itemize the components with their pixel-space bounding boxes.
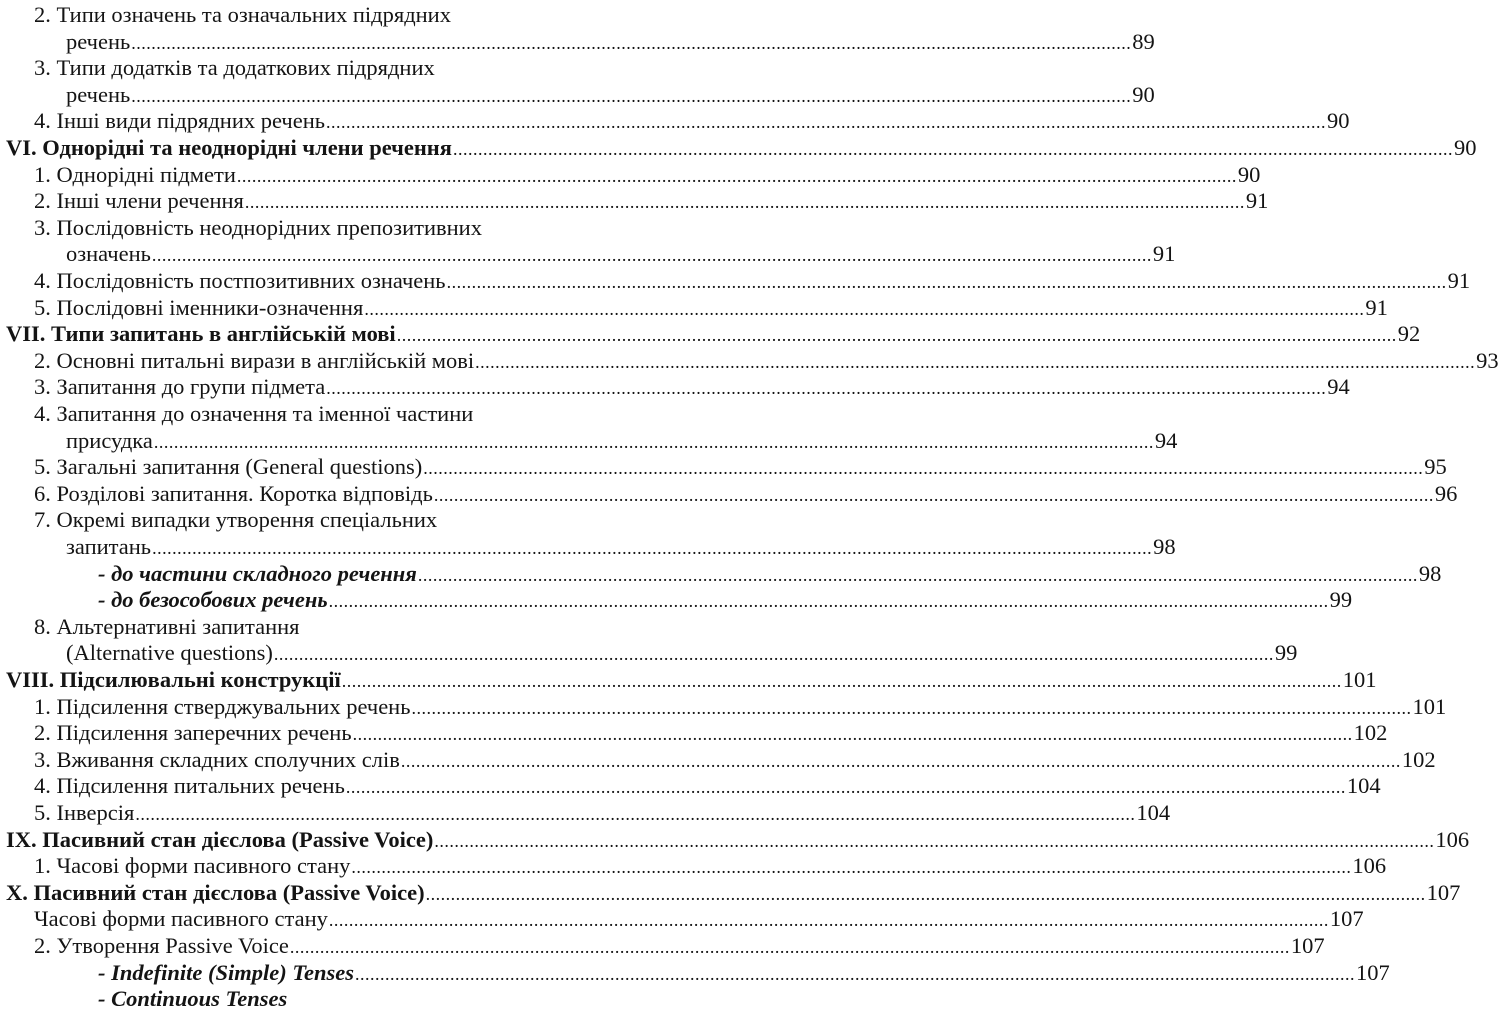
toc-entry (34, 1, 578, 29)
dot-leader: ........................................................................................................................................................................................................ (475, 351, 1476, 372)
toc-page-number: 90 (1327, 108, 1350, 134)
toc-page-number: 106 (1352, 853, 1387, 879)
toc-section-heading (6, 666, 1377, 694)
dot-leader: ........................................................................................................................................................................................................ (351, 857, 1352, 878)
dot-leader: ........................................................................................................................................................................................................ (417, 564, 1418, 585)
toc-entry (34, 799, 1171, 827)
dot-leader: ........................................................................................................................................................................................................ (423, 458, 1424, 479)
toc-entry (98, 586, 1353, 614)
toc-entry-title: - Indefinite (Simple) Tenses (98, 959, 355, 985)
dot-leader: ........................................................................................................................................................................................................ (273, 644, 1274, 665)
toc-entry (34, 905, 1364, 933)
toc-page-number: 94 (1154, 427, 1178, 453)
toc-entry (34, 214, 578, 242)
toc-entry-title: 3. Послідовність неоднорідних препозитивних (34, 214, 482, 240)
dot-leader: ........................................................................................................................................................................................................ (152, 538, 1153, 558)
toc-page-number: 98 (1418, 560, 1442, 586)
toc-entry-title: присудка (66, 427, 153, 453)
toc-entry-title: 4. Інші види підрядних речень (34, 108, 326, 134)
toc-entry-title: 2. Інші члени речення (34, 188, 244, 214)
toc-entry (34, 693, 1447, 721)
toc-page-number: 102 (1401, 746, 1436, 772)
toc-entry-title: 8. Альтернативні запитання (34, 613, 300, 639)
toc-page-number: 107 (1329, 906, 1364, 932)
toc-entry (66, 533, 1176, 561)
dot-leader: ........................................................................................................................................................................................................ (151, 245, 1152, 266)
toc-page-number: 98 (1153, 534, 1176, 559)
toc-entry-title: 1. Часові форми пасивного стану (34, 853, 351, 879)
toc-page-number: 92 (1397, 321, 1421, 347)
toc-page-number: 90 (1453, 135, 1477, 160)
toc-page-number: 94 (1327, 374, 1350, 400)
toc-entry-title: IX. Пасивний стан дієслова (Passive Voice) (6, 826, 434, 852)
toc-entry-title: 1. Однорідні підмети (34, 161, 236, 187)
toc-entry (34, 373, 1350, 401)
toc-entry-title: означень (66, 241, 151, 267)
toc-entry (98, 560, 1442, 588)
toc-entry-title: VII. Типи запитань в англійській мові (6, 321, 396, 347)
toc-entry-title: 5. Інверсія (34, 800, 135, 825)
toc-page-number: 91 (1152, 241, 1176, 267)
toc-entry (66, 240, 1176, 268)
toc-page-number: 91 (1365, 294, 1388, 320)
dot-leader: ........................................................................................................................................................................................................ (328, 591, 1329, 612)
dot-leader: ........................................................................................................................................................................................................ (328, 910, 1329, 931)
toc-entry (34, 932, 1325, 960)
toc-entry-title: 2. Підсилення заперечних речень (34, 720, 352, 746)
toc-section-heading (6, 879, 1461, 907)
toc-entry (98, 959, 1390, 987)
toc-entry (34, 453, 1447, 481)
toc-page-number: 95 (1424, 454, 1447, 480)
toc-page-number: 106 (1435, 826, 1470, 852)
dot-leader: ........................................................................................................................................................................................................ (244, 192, 1245, 213)
toc-entry-title: 4. Підсилення питальних речень (34, 773, 345, 799)
toc-entry-title: 2. Утворення Passive Voice (34, 933, 289, 958)
toc-page-number: 91 (1447, 268, 1471, 293)
toc-entry (34, 347, 1499, 375)
dot-leader: ........................................................................................................................................................................................................ (135, 804, 1136, 824)
dot-leader: ........................................................................................................................................................................................................ (153, 431, 1154, 452)
toc-entry-title: 3. Запитання до групи підмета (34, 374, 326, 400)
toc-entry (34, 54, 578, 82)
toc-entry (34, 294, 1388, 322)
toc-entry-title: (Alternative questions) (66, 640, 273, 666)
toc-entry-title: 4. Послідовність постпозитивних означень (34, 268, 446, 293)
toc-page-number: 102 (1353, 720, 1388, 746)
dot-leader: ........................................................................................................................................................................................................ (434, 830, 1435, 851)
toc-entry-title: речень (66, 81, 131, 107)
dot-leader: ........................................................................................................................................................................................................ (345, 777, 1346, 798)
toc-entry-title: 2. Основні питальні вирази в англійській мові (34, 347, 475, 373)
toc-entry-title: - до безособових речень (98, 587, 328, 613)
dot-leader: ........................................................................................................................................................................................................ (236, 165, 1237, 186)
toc-entry (34, 613, 578, 641)
toc-entry (34, 400, 578, 428)
dot-leader: ........................................................................................................................................................................................................ (364, 298, 1365, 319)
toc-section-heading (6, 826, 1470, 854)
toc-page-number: 107 (1426, 879, 1461, 905)
toc-entry (98, 985, 578, 1013)
dot-leader: ........................................................................................................................................................................................................ (131, 32, 1132, 53)
toc-page-number: 107 (1290, 933, 1325, 958)
toc-entry-title: 5. Загальні запитання (General questions) (34, 454, 423, 480)
dot-leader: ........................................................................................................................................................................................................ (341, 671, 1342, 691)
toc-page-number: 99 (1274, 640, 1298, 666)
toc-entry-title: Часові форми пасивного стану (34, 906, 328, 932)
dot-leader: ........................................................................................................................................................................................................ (326, 378, 1327, 399)
dot-leader: ........................................................................................................................................................................................................ (396, 325, 1397, 346)
toc-section-heading (6, 320, 1421, 348)
dot-leader: ........................................................................................................................................................................................................ (400, 750, 1401, 771)
toc-entry-title: 7. Окремі випадки утворення спеціальних (34, 507, 438, 533)
toc-entry (34, 161, 1261, 189)
dot-leader: ........................................................................................................................................................................................................ (411, 697, 1412, 718)
dot-leader: ........................................................................................................................................................................................................ (425, 883, 1426, 904)
toc-entry-title: речень (66, 28, 131, 54)
toc-entry-title: - Continuous Tenses (98, 986, 288, 1012)
toc-page-number: 93 (1476, 347, 1499, 373)
toc-entry (66, 427, 1178, 455)
toc-page-number: 91 (1245, 188, 1269, 214)
toc-entry (34, 772, 1381, 800)
toc-page-number: 104 (1346, 773, 1381, 799)
dot-leader: ........................................................................................................................................................................................................ (131, 85, 1132, 106)
toc-entry-title: 1. Підсилення стверджувальних речень (34, 693, 411, 719)
toc-entry-title: 4. Запитання до означення та іменної частини (34, 401, 474, 426)
dot-leader: ........................................................................................................................................................................................................ (446, 272, 1447, 292)
toc-entry (34, 719, 1388, 747)
dot-leader: ........................................................................................................................................................................................................ (433, 484, 1434, 505)
toc-entry-title: VI. Однорідні та неоднорідні члени речення (6, 135, 452, 160)
dot-leader: ........................................................................................................................................................................................................ (326, 112, 1327, 133)
toc-page-number: 99 (1329, 587, 1353, 613)
toc-section-heading (6, 134, 1477, 162)
toc-entry (66, 28, 1155, 56)
toc-entry (34, 480, 1458, 508)
toc-entry-title: VIII. Підсилювальні конструкції (6, 667, 341, 692)
toc-entry-title: 3. Вживання складних сполучних слів (34, 746, 400, 772)
toc-entry (34, 107, 1350, 135)
toc-entry (34, 187, 1269, 215)
toc-page-number: 90 (1237, 161, 1261, 187)
toc-entry (34, 267, 1471, 295)
dot-leader: ........................................................................................................................................................................................................ (352, 724, 1353, 745)
toc-page-number: 107 (1356, 959, 1390, 985)
toc-entry (34, 506, 578, 534)
toc-page-number: 104 (1136, 800, 1171, 825)
toc-page-number: 90 (1132, 81, 1155, 107)
toc-entry (34, 746, 1436, 774)
toc-page-number: 89 (1132, 28, 1155, 54)
toc-entry-title: 6. Розділові запитання. Коротка відповідь (34, 480, 433, 506)
toc-entry-title: 2. Типи означень та означальних підрядних (34, 2, 451, 27)
toc-entry (34, 852, 1387, 880)
toc-entry-title: 3. Типи додатків та додаткових підрядних (34, 55, 435, 81)
toc-page-number: 96 (1434, 480, 1458, 506)
dot-leader: ........................................................................................................................................................................................................ (289, 937, 1290, 957)
dot-leader: ........................................................................................................................................................................................................ (355, 963, 1356, 984)
toc-entry-title: запитань (66, 534, 152, 559)
dot-leader: ........................................................................................................................................................................................................ (452, 139, 1453, 159)
toc-entry-title: X. Пасивний стан дієслова (Passive Voice) (6, 879, 425, 905)
toc-page-number: 101 (1342, 667, 1377, 692)
toc-page-number: 101 (1412, 693, 1447, 719)
toc-entry (66, 81, 1155, 109)
toc-entry-title: - до частини складного речення (98, 560, 417, 586)
toc-entry-title: 5. Послідовні іменники-означення (34, 294, 364, 320)
toc-entry (66, 639, 1298, 667)
